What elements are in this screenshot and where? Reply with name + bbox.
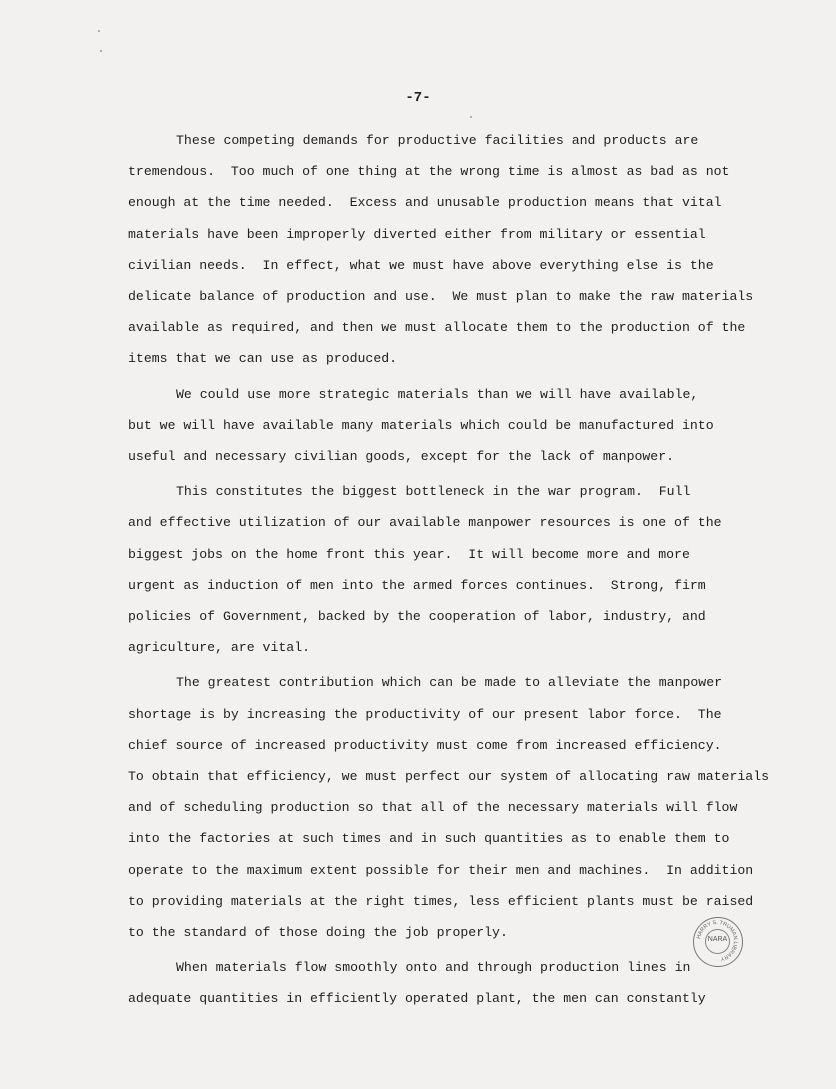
text-line: shortage is by increasing the productivity of our present labor force. The <box>128 706 722 722</box>
text-line: materials have been improperly diverted either from military or essential <box>128 226 706 242</box>
text-line: available as required, and then we must allocate them to the production of the <box>128 320 746 336</box>
text-line: biggest jobs on the home front this year. It will become more and more <box>128 546 690 562</box>
text-line: operate to the maximum extent possible for their men and machines. In addition <box>128 862 754 878</box>
text-line: chief source of increased productivity must come from increased efficiency. <box>128 737 722 753</box>
text-line: civilian needs. In effect, what we must have above everything else is the <box>128 257 714 273</box>
text-line: and effective utilization of our available manpower resources is one of the <box>128 515 722 531</box>
text-line: tremendous. Too much of one thing at the wrong time is almost as bad as not <box>128 164 730 180</box>
text-line: policies of Government, backed by the cooperation of labor, industry, and <box>128 609 706 625</box>
stamp-ring-text: HARRY S. TRUMAN LIBRARY <box>696 919 739 962</box>
text-line: enough at the time needed. Excess and unusable production means that vital <box>128 195 722 211</box>
text-line: urgent as induction of men into the armed forces continues. Strong, firm <box>128 577 706 593</box>
text-line: and of scheduling production so that all of the necessary materials will flow <box>128 800 738 816</box>
text-line: but we will have available many materials which could be manufactured into <box>128 417 714 433</box>
text-line: to providing materials at the right times, less efficient plants must be raised <box>128 893 754 909</box>
paragraph <box>128 125 754 375</box>
text-line: delicate balance of production and use. We must plan to make the raw materials <box>128 289 754 305</box>
text-line: to the standard of those doing the job properly. <box>128 925 508 941</box>
paragraph <box>128 379 728 473</box>
paper-speck <box>470 116 472 118</box>
paragraph <box>128 667 770 948</box>
text-line: These competing demands for productive facilities and products are <box>176 133 699 148</box>
text-line: into the factories at such times and in such quantities as to enable them to <box>128 831 730 847</box>
paragraph <box>128 952 728 1014</box>
stamp-center-text: NARA <box>707 936 728 943</box>
text-line: items that we can use as produced. <box>128 351 398 367</box>
text-line: This constitutes the biggest bottleneck in the war program. Full <box>176 484 691 500</box>
page-number: -7- <box>405 90 431 106</box>
text-line: agriculture, are vital. <box>128 640 311 656</box>
library-stamp <box>693 917 743 967</box>
text-line: We could use more strategic materials than we will have available, <box>176 386 699 402</box>
text-line: When materials flow smoothly onto and through production lines in <box>176 960 691 976</box>
text-line: The greatest contribution which can be made to alleviate the manpower <box>176 675 723 691</box>
document-body <box>128 125 770 1019</box>
text-line: useful and necessary civilian goods, except for the lack of manpower. <box>128 449 675 465</box>
paper-speck <box>100 50 102 52</box>
paper-speck <box>98 30 100 32</box>
text-line: To obtain that efficiency, we must perfect our system of allocating raw materials <box>128 769 770 785</box>
text-line: adequate quantities in efficiently operated plant, the men can constantly <box>128 991 706 1007</box>
paragraph <box>128 476 728 663</box>
